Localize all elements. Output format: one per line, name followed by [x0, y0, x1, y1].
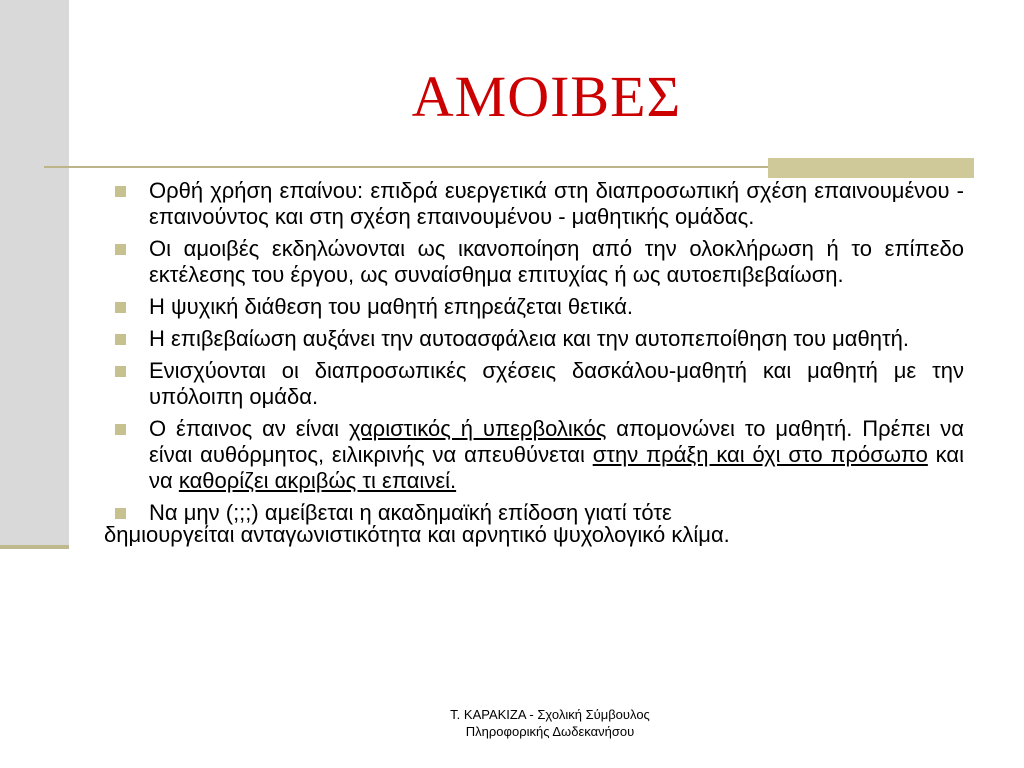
underlined-phrase: καθορίζει ακριβώς τι επαινεί.: [178, 468, 457, 493]
list-item-text: Η επιβεβαίωση αυξάνει την αυτοασφάλεια και την αυτοπεποίθηση του μαθητή.: [149, 326, 910, 351]
list-item: [112, 500, 964, 526]
footer-affiliation: Πληροφορικής Δωδεκανήσου: [465, 724, 635, 739]
square-bullet-icon: [115, 244, 126, 255]
list-item-text: Οι αμοιβές εκδηλώνονται ως ικανοποίηση από την ολοκλήρωση ή το επίπεδο εκτέλεσης του έργου, ως συναίσθημα επιτυχίας ή ως αυτοεπιβεβαίωση.: [149, 236, 964, 287]
square-bullet-icon: [115, 186, 126, 197]
text-segment: και να: [149, 442, 964, 493]
side-panel-divider: [0, 545, 69, 549]
bullet-list: [104, 178, 964, 548]
footer-author: Τ. ΚΑΡΑΚΙΖΑ - Σχολική Σύμβουλος: [450, 707, 650, 722]
list-item-text: Ορθή χρήση επαίνου: επιδρά ευεργετικά στη διαπροσωπική σχέση επαινουμένου - επαινούντος και στη σχέση επαινουμένου - μαθητικής ομάδας.: [149, 178, 964, 229]
list-item-text: [149, 416, 964, 493]
continuation-line: δημιουργείται ανταγωνιστικότητα και αρνητικό ψυχολογικό κλίμα.: [104, 522, 730, 547]
square-bullet-icon: [115, 424, 126, 435]
list-item: [112, 416, 964, 494]
side-panel: [0, 0, 69, 545]
underlined-phrase: στην πράξη και όχι στο πρόσωπο: [592, 442, 928, 467]
list-item: [112, 326, 964, 352]
text-segment: Ο έπαινος αν είναι: [149, 416, 349, 441]
text-segment: απομονώνει το μαθητή. Πρέπει να είναι αυθόρμητος, ειλικρινής να απευθύνεται: [149, 416, 964, 467]
list-item-text: Η ψυχική διάθεση του μαθητή επηρεάζεται θετικά.: [149, 294, 634, 319]
square-bullet-icon: [115, 302, 126, 313]
list-item: [112, 178, 964, 230]
slide-title: ΑΜΟΙΒΕΣ: [411, 64, 682, 129]
list-item: [112, 236, 964, 288]
footer: [380, 706, 720, 740]
square-bullet-icon: [115, 366, 126, 377]
list-item-text: Ενισχύονται οι διαπροσωπικές σχέσεις δασκάλου-μαθητή και μαθητή με την υπόλοιπη ομάδα.: [149, 358, 964, 409]
underlined-phrase: χαριστικός ή υπερβολικός: [349, 416, 607, 441]
list-item-text: Να μην (;;;) αμείβεται η ακαδημαϊκή επίδοση γιατί τότε: [149, 500, 672, 525]
list-item: [112, 358, 964, 410]
list-item: [112, 294, 964, 320]
square-bullet-icon: [115, 334, 126, 345]
title-divider-accent: [768, 158, 974, 178]
square-bullet-icon: [115, 508, 126, 519]
